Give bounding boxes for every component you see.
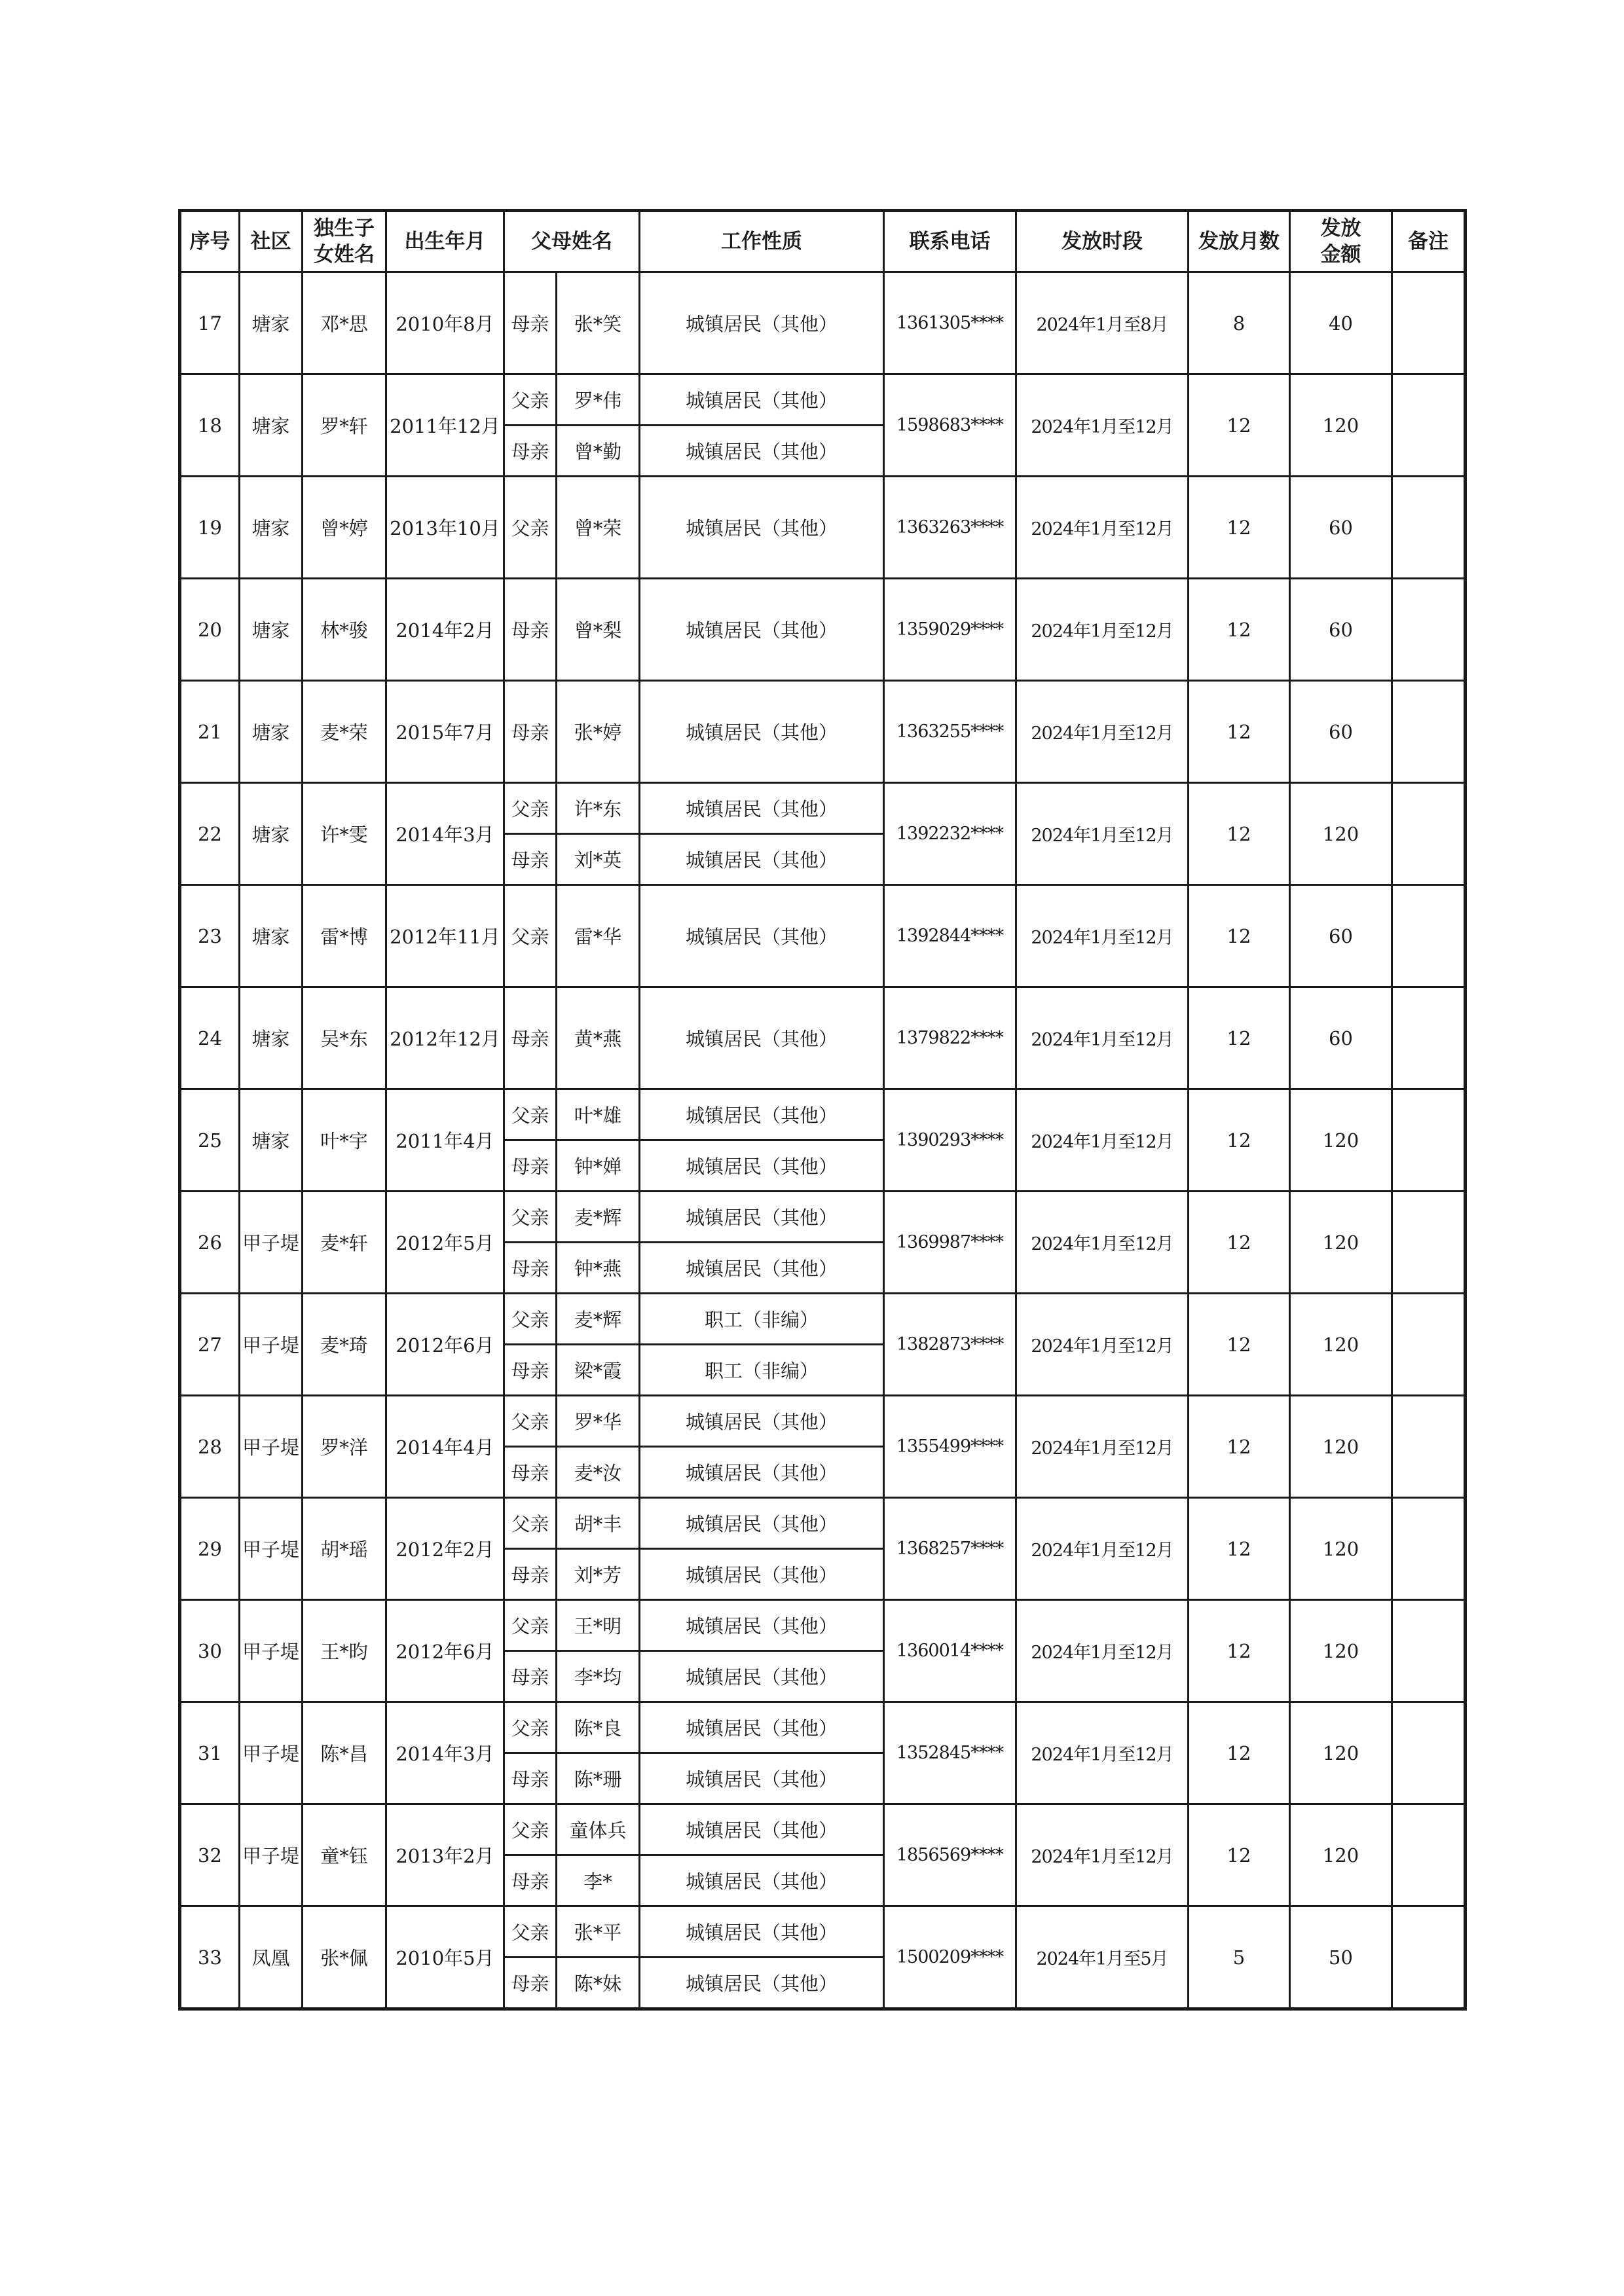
- cell-birth: 2012年5月: [386, 1192, 504, 1294]
- cell-months: 8: [1189, 272, 1290, 374]
- cell-community: 甲子堤: [240, 1192, 303, 1294]
- cell-parent-role: 母亲: [504, 1447, 557, 1498]
- cell-job: 城镇居民（其他）: [640, 374, 884, 426]
- cell-remark: [1392, 885, 1466, 987]
- cell-parent-name: 梁*霞: [557, 1345, 640, 1396]
- cell-parent-name: 陈*良: [557, 1702, 640, 1753]
- cell-remark: [1392, 272, 1466, 374]
- cell-amount: 120: [1290, 783, 1392, 885]
- cell-parent-name: 胡*丰: [557, 1498, 640, 1549]
- cell-community: 甲子堤: [240, 1498, 303, 1600]
- cell-parent-name: 钟*婵: [557, 1140, 640, 1192]
- cell-amount: 60: [1290, 885, 1392, 987]
- cell-job: 城镇居民（其他）: [640, 1855, 884, 1906]
- cell-parent-role: 母亲: [504, 987, 557, 1089]
- cell-seq: 17: [180, 272, 240, 374]
- cell-job: 城镇居民（其他）: [640, 1140, 884, 1192]
- cell-remark: [1392, 1089, 1466, 1192]
- cell-parent-name: 张*婷: [557, 681, 640, 783]
- cell-birth: 2012年11月: [386, 885, 504, 987]
- cell-parent-name: 刘*英: [557, 834, 640, 885]
- cell-community: 甲子堤: [240, 1600, 303, 1702]
- header-amount-line1: 发放: [1320, 217, 1361, 240]
- cell-period: 2024年1月至12月: [1016, 1600, 1189, 1702]
- cell-remark: [1392, 374, 1466, 477]
- cell-parent-role: 母亲: [504, 1243, 557, 1294]
- subsidy-table: [178, 209, 1467, 2011]
- table-row: [180, 1804, 1466, 1855]
- cell-parent-name: 曾*梨: [557, 579, 640, 681]
- cell-phone: 1598683****: [884, 374, 1016, 477]
- cell-job: 城镇居民（其他）: [640, 426, 884, 477]
- cell-job: 城镇居民（其他）: [640, 1906, 884, 1958]
- cell-birth: 2014年3月: [386, 783, 504, 885]
- cell-job: 城镇居民（其他）: [640, 1753, 884, 1804]
- cell-phone: 1856569****: [884, 1804, 1016, 1906]
- cell-parent-name: 曾*勤: [557, 426, 640, 477]
- table-row: [180, 1192, 1466, 1243]
- cell-seq: 23: [180, 885, 240, 987]
- cell-parent-role: 父亲: [504, 1600, 557, 1651]
- cell-phone: 1352845****: [884, 1702, 1016, 1804]
- cell-parent-name: 叶*雄: [557, 1089, 640, 1140]
- cell-period: 2024年1月至12月: [1016, 1294, 1189, 1396]
- cell-period: 2024年1月至12月: [1016, 783, 1189, 885]
- cell-birth: 2010年5月: [386, 1906, 504, 2009]
- cell-parent-role: 母亲: [504, 1651, 557, 1702]
- cell-parent-role: 父亲: [504, 885, 557, 987]
- cell-community: 塘家: [240, 374, 303, 477]
- cell-months: 12: [1189, 783, 1290, 885]
- cell-community: 塘家: [240, 579, 303, 681]
- cell-seq: 24: [180, 987, 240, 1089]
- cell-amount: 120: [1290, 1192, 1392, 1294]
- table-row: [180, 374, 1466, 426]
- cell-birth: 2014年4月: [386, 1396, 504, 1498]
- cell-child-name: 邓*思: [303, 272, 386, 374]
- cell-period: 2024年1月至12月: [1016, 1804, 1189, 1906]
- cell-job: 城镇居民（其他）: [640, 1549, 884, 1600]
- cell-parent-name: 童体兵: [557, 1804, 640, 1855]
- cell-parent-name: 罗*伟: [557, 374, 640, 426]
- cell-parent-role: 母亲: [504, 1855, 557, 1906]
- header-parent-name: 父母姓名: [504, 211, 640, 272]
- cell-community: 甲子堤: [240, 1294, 303, 1396]
- cell-birth: 2012年2月: [386, 1498, 504, 1600]
- cell-parent-name: 麦*辉: [557, 1192, 640, 1243]
- cell-remark: [1392, 1396, 1466, 1498]
- cell-amount: 40: [1290, 272, 1392, 374]
- cell-amount: 50: [1290, 1906, 1392, 2009]
- table-header: [180, 211, 1466, 272]
- cell-remark: [1392, 1294, 1466, 1396]
- cell-child-name: 麦*荣: [303, 681, 386, 783]
- cell-period: 2024年1月至12月: [1016, 987, 1189, 1089]
- cell-parent-name: 钟*燕: [557, 1243, 640, 1294]
- table-row: [180, 1702, 1466, 1753]
- cell-phone: 1368257****: [884, 1498, 1016, 1600]
- cell-remark: [1392, 1702, 1466, 1804]
- cell-job: 城镇居民（其他）: [640, 1958, 884, 2009]
- table-row: [180, 681, 1466, 783]
- cell-months: 5: [1189, 1906, 1290, 2009]
- cell-parent-name: 雷*华: [557, 885, 640, 987]
- table-row: [180, 1600, 1466, 1651]
- cell-remark: [1392, 1804, 1466, 1906]
- cell-birth: 2012年12月: [386, 987, 504, 1089]
- cell-parent-role: 母亲: [504, 579, 557, 681]
- cell-birth: 2015年7月: [386, 681, 504, 783]
- cell-job: 职工（非编）: [640, 1345, 884, 1396]
- cell-months: 12: [1189, 1702, 1290, 1804]
- cell-period: 2024年1月至12月: [1016, 1498, 1189, 1600]
- cell-phone: 1369987****: [884, 1192, 1016, 1294]
- cell-seq: 19: [180, 477, 240, 579]
- cell-remark: [1392, 1906, 1466, 2009]
- cell-birth: 2012年6月: [386, 1294, 504, 1396]
- cell-child-name: 胡*瑶: [303, 1498, 386, 1600]
- cell-months: 12: [1189, 1192, 1290, 1294]
- cell-parent-role: 父亲: [504, 1192, 557, 1243]
- cell-community: 甲子堤: [240, 1804, 303, 1906]
- cell-amount: 120: [1290, 1396, 1392, 1498]
- cell-parent-name: 陈*珊: [557, 1753, 640, 1804]
- cell-parent-role: 母亲: [504, 1345, 557, 1396]
- cell-parent-role: 母亲: [504, 1549, 557, 1600]
- cell-child-name: 林*骏: [303, 579, 386, 681]
- cell-remark: [1392, 1192, 1466, 1294]
- cell-months: 12: [1189, 477, 1290, 579]
- cell-community: 甲子堤: [240, 1702, 303, 1804]
- cell-community: 塘家: [240, 681, 303, 783]
- cell-remark: [1392, 681, 1466, 783]
- cell-parent-name: 陈*妹: [557, 1958, 640, 2009]
- table-row: [180, 1089, 1466, 1140]
- cell-period: 2024年1月至8月: [1016, 272, 1189, 374]
- cell-period: 2024年1月至12月: [1016, 885, 1189, 987]
- cell-remark: [1392, 477, 1466, 579]
- cell-parent-role: 父亲: [504, 1702, 557, 1753]
- cell-job: 城镇居民（其他）: [640, 1498, 884, 1549]
- cell-remark: [1392, 987, 1466, 1089]
- cell-child-name: 曾*婷: [303, 477, 386, 579]
- cell-child-name: 麦*琦: [303, 1294, 386, 1396]
- header-child-name-line2: 女姓名: [314, 243, 375, 266]
- cell-parent-role: 父亲: [504, 1804, 557, 1855]
- cell-amount: 120: [1290, 374, 1392, 477]
- cell-seq: 30: [180, 1600, 240, 1702]
- cell-amount: 60: [1290, 579, 1392, 681]
- cell-community: 塘家: [240, 783, 303, 885]
- cell-phone: 1500209****: [884, 1906, 1016, 2009]
- cell-months: 12: [1189, 579, 1290, 681]
- cell-parent-name: 李*: [557, 1855, 640, 1906]
- cell-job: 城镇居民（其他）: [640, 1396, 884, 1447]
- cell-parent-role: 母亲: [504, 272, 557, 374]
- cell-parent-role: 母亲: [504, 834, 557, 885]
- header-period: 发放时段: [1016, 211, 1189, 272]
- cell-job: 城镇居民（其他）: [640, 272, 884, 374]
- cell-job: 城镇居民（其他）: [640, 1243, 884, 1294]
- cell-parent-role: 父亲: [504, 477, 557, 579]
- cell-period: 2024年1月至12月: [1016, 1702, 1189, 1804]
- cell-seq: 22: [180, 783, 240, 885]
- cell-seq: 29: [180, 1498, 240, 1600]
- table-row: [180, 1294, 1466, 1345]
- cell-birth: 2010年8月: [386, 272, 504, 374]
- cell-phone: 1363255****: [884, 681, 1016, 783]
- cell-job: 职工（非编）: [640, 1294, 884, 1345]
- table-row: [180, 1396, 1466, 1447]
- cell-seq: 20: [180, 579, 240, 681]
- cell-amount: 60: [1290, 987, 1392, 1089]
- cell-community: 甲子堤: [240, 1396, 303, 1498]
- cell-seq: 28: [180, 1396, 240, 1498]
- cell-amount: 60: [1290, 681, 1392, 783]
- cell-seq: 21: [180, 681, 240, 783]
- cell-period: 2024年1月至5月: [1016, 1906, 1189, 2009]
- table-row: [180, 272, 1466, 374]
- cell-amount: 120: [1290, 1600, 1392, 1702]
- cell-period: 2024年1月至12月: [1016, 1089, 1189, 1192]
- cell-job: 城镇居民（其他）: [640, 1651, 884, 1702]
- header-child-name: [303, 211, 386, 272]
- cell-parent-name: 张*平: [557, 1906, 640, 1958]
- cell-parent-role: 父亲: [504, 1906, 557, 1958]
- cell-child-name: 王*昀: [303, 1600, 386, 1702]
- cell-job: 城镇居民（其他）: [640, 579, 884, 681]
- cell-child-name: 吴*东: [303, 987, 386, 1089]
- cell-child-name: 罗*洋: [303, 1396, 386, 1498]
- cell-phone: 1360014****: [884, 1600, 1016, 1702]
- cell-job: 城镇居民（其他）: [640, 1089, 884, 1140]
- cell-birth: 2011年12月: [386, 374, 504, 477]
- cell-community: 塘家: [240, 987, 303, 1089]
- cell-parent-name: 麦*辉: [557, 1294, 640, 1345]
- cell-amount: 120: [1290, 1089, 1392, 1192]
- cell-parent-name: 麦*汝: [557, 1447, 640, 1498]
- cell-period: 2024年1月至12月: [1016, 579, 1189, 681]
- cell-community: 塘家: [240, 885, 303, 987]
- header-amount: [1290, 211, 1392, 272]
- header-seq: 序号: [180, 211, 240, 272]
- table-row: [180, 477, 1466, 579]
- cell-seq: 32: [180, 1804, 240, 1906]
- cell-birth: 2012年6月: [386, 1600, 504, 1702]
- cell-seq: 33: [180, 1906, 240, 2009]
- cell-parent-name: 罗*华: [557, 1396, 640, 1447]
- cell-amount: 120: [1290, 1498, 1392, 1600]
- cell-parent-role: 母亲: [504, 681, 557, 783]
- cell-parent-role: 父亲: [504, 374, 557, 426]
- cell-amount: 120: [1290, 1294, 1392, 1396]
- cell-phone: 1392844****: [884, 885, 1016, 987]
- cell-phone: 1363263****: [884, 477, 1016, 579]
- cell-birth: 2013年10月: [386, 477, 504, 579]
- cell-parent-name: 曾*荣: [557, 477, 640, 579]
- cell-seq: 27: [180, 1294, 240, 1396]
- cell-phone: 1392232****: [884, 783, 1016, 885]
- cell-period: 2024年1月至12月: [1016, 681, 1189, 783]
- table-row: [180, 1906, 1466, 1958]
- cell-job: 城镇居民（其他）: [640, 681, 884, 783]
- cell-period: 2024年1月至12月: [1016, 374, 1189, 477]
- cell-months: 12: [1189, 1600, 1290, 1702]
- cell-months: 12: [1189, 987, 1290, 1089]
- cell-months: 12: [1189, 1294, 1290, 1396]
- cell-seq: 18: [180, 374, 240, 477]
- cell-months: 12: [1189, 681, 1290, 783]
- cell-community: 凤凰: [240, 1906, 303, 2009]
- cell-phone: 1355499****: [884, 1396, 1016, 1498]
- table-row: [180, 783, 1466, 834]
- cell-job: 城镇居民（其他）: [640, 834, 884, 885]
- cell-parent-name: 许*东: [557, 783, 640, 834]
- cell-remark: [1392, 1498, 1466, 1600]
- table-body: [180, 272, 1466, 2009]
- cell-period: 2024年1月至12月: [1016, 1396, 1189, 1498]
- cell-parent-name: 王*明: [557, 1600, 640, 1651]
- cell-seq: 31: [180, 1702, 240, 1804]
- cell-amount: 120: [1290, 1804, 1392, 1906]
- cell-job: 城镇居民（其他）: [640, 1702, 884, 1753]
- cell-phone: 1390293****: [884, 1089, 1016, 1192]
- cell-phone: 1361305****: [884, 272, 1016, 374]
- cell-phone: 1382873****: [884, 1294, 1016, 1396]
- header-job: 工作性质: [640, 211, 884, 272]
- cell-parent-name: 李*均: [557, 1651, 640, 1702]
- cell-period: 2024年1月至12月: [1016, 1192, 1189, 1294]
- cell-phone: 1379822****: [884, 987, 1016, 1089]
- header-months: 发放月数: [1189, 211, 1290, 272]
- cell-job: 城镇居民（其他）: [640, 1192, 884, 1243]
- cell-phone: 1359029****: [884, 579, 1016, 681]
- cell-parent-role: 母亲: [504, 1753, 557, 1804]
- header-row: [180, 211, 1466, 272]
- cell-community: 塘家: [240, 1089, 303, 1192]
- header-birth: 出生年月: [386, 211, 504, 272]
- cell-parent-role: 母亲: [504, 426, 557, 477]
- cell-birth: 2013年2月: [386, 1804, 504, 1906]
- header-remark: 备注: [1392, 211, 1466, 272]
- table-row: [180, 885, 1466, 987]
- cell-job: 城镇居民（其他）: [640, 783, 884, 834]
- cell-job: 城镇居民（其他）: [640, 987, 884, 1089]
- cell-child-name: 许*雯: [303, 783, 386, 885]
- table-row: [180, 987, 1466, 1089]
- cell-parent-name: 刘*芳: [557, 1549, 640, 1600]
- cell-parent-role: 父亲: [504, 1294, 557, 1345]
- cell-child-name: 张*佩: [303, 1906, 386, 2009]
- cell-months: 12: [1189, 1804, 1290, 1906]
- cell-child-name: 麦*轩: [303, 1192, 386, 1294]
- cell-job: 城镇居民（其他）: [640, 885, 884, 987]
- cell-parent-role: 父亲: [504, 1396, 557, 1447]
- table-row: [180, 1498, 1466, 1549]
- cell-months: 12: [1189, 1089, 1290, 1192]
- cell-parent-role: 母亲: [504, 1958, 557, 2009]
- cell-months: 12: [1189, 885, 1290, 987]
- cell-amount: 60: [1290, 477, 1392, 579]
- cell-months: 12: [1189, 374, 1290, 477]
- cell-remark: [1392, 783, 1466, 885]
- cell-parent-role: 父亲: [504, 1498, 557, 1549]
- cell-parent-name: 张*笑: [557, 272, 640, 374]
- cell-child-name: 陈*昌: [303, 1702, 386, 1804]
- header-amount-line2: 金额: [1320, 243, 1361, 266]
- cell-period: 2024年1月至12月: [1016, 477, 1189, 579]
- cell-parent-role: 父亲: [504, 1089, 557, 1140]
- header-community: 社区: [240, 211, 303, 272]
- header-phone: 联系电话: [884, 211, 1016, 272]
- table-row: [180, 579, 1466, 681]
- cell-months: 12: [1189, 1498, 1290, 1600]
- cell-amount: 120: [1290, 1702, 1392, 1804]
- cell-birth: 2014年2月: [386, 579, 504, 681]
- header-child-name-line1: 独生子: [314, 217, 375, 240]
- cell-community: 塘家: [240, 272, 303, 374]
- cell-parent-name: 黄*燕: [557, 987, 640, 1089]
- cell-child-name: 雷*博: [303, 885, 386, 987]
- cell-remark: [1392, 1600, 1466, 1702]
- cell-child-name: 童*钰: [303, 1804, 386, 1906]
- cell-child-name: 罗*轩: [303, 374, 386, 477]
- cell-job: 城镇居民（其他）: [640, 1804, 884, 1855]
- cell-seq: 25: [180, 1089, 240, 1192]
- cell-community: 塘家: [240, 477, 303, 579]
- cell-job: 城镇居民（其他）: [640, 1447, 884, 1498]
- cell-job: 城镇居民（其他）: [640, 477, 884, 579]
- cell-child-name: 叶*宇: [303, 1089, 386, 1192]
- cell-remark: [1392, 579, 1466, 681]
- cell-seq: 26: [180, 1192, 240, 1294]
- cell-birth: 2011年4月: [386, 1089, 504, 1192]
- cell-months: 12: [1189, 1396, 1290, 1498]
- cell-birth: 2014年3月: [386, 1702, 504, 1804]
- cell-parent-role: 父亲: [504, 783, 557, 834]
- cell-parent-role: 母亲: [504, 1140, 557, 1192]
- cell-job: 城镇居民（其他）: [640, 1600, 884, 1651]
